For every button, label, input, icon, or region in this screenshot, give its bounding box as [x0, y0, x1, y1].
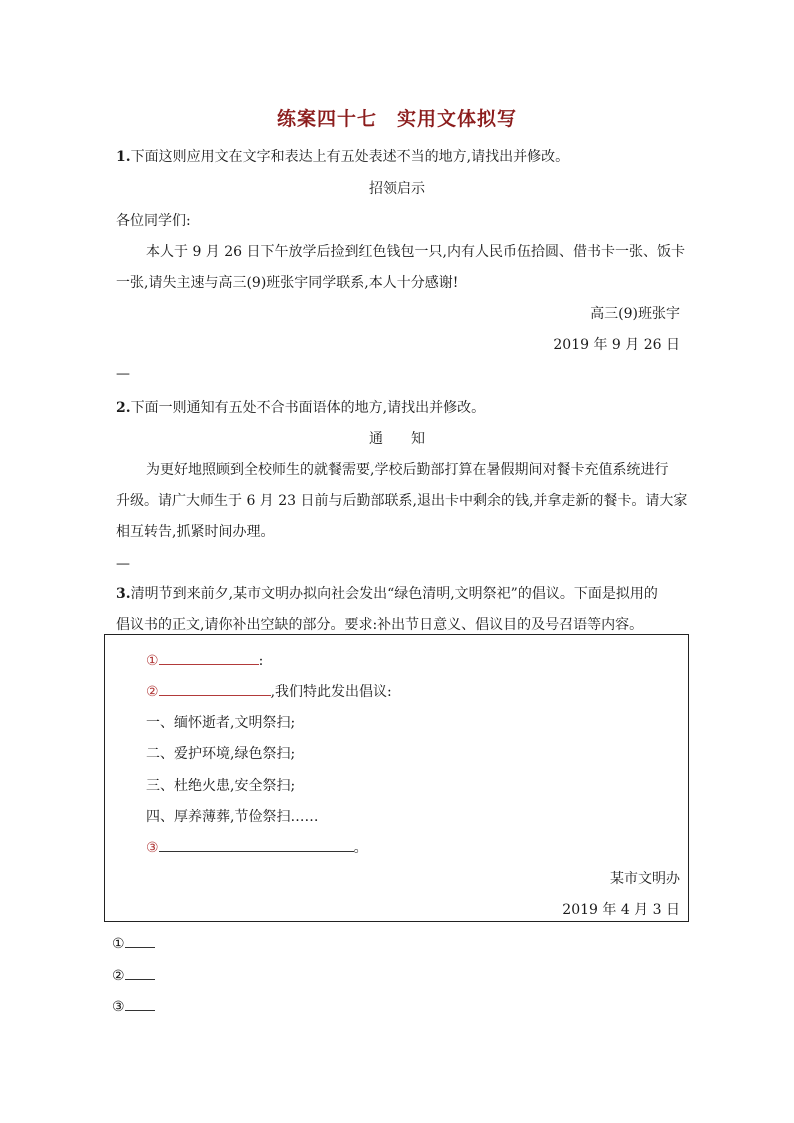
question-number: 1.	[116, 149, 131, 165]
page-title: 练案四十七 实用文体拟写	[276, 108, 517, 130]
question-3	[116, 583, 658, 603]
fill-in-1	[146, 650, 263, 669]
fill-in-2	[146, 681, 392, 701]
notice-heading: 通 知	[369, 431, 425, 447]
proposal-item: 三、杜绝火患,安全祭扫;	[146, 778, 296, 794]
question-prompt: 下面一则通知有五处不合书面语体的地方,请找出并修改。	[130, 400, 486, 416]
fill-in-3	[146, 837, 368, 857]
notice-body-line: 本人于 9 月 26 日下午放学后捡到红色钱包一只,内有人民币伍拾圆、借书卡一张、饭卡	[146, 244, 685, 260]
notice-body-line: 相互转告,抓紧时间办理。	[116, 524, 275, 540]
marker-1: ①	[146, 653, 159, 669]
marker-2: ②	[146, 684, 159, 700]
notice-body-line: 为更好地照顾到全校师生的就餐需要,学校后勤部打算在暑假期间对餐卡充值系统进行	[146, 462, 669, 478]
salutation: 各位同学们:	[116, 213, 191, 229]
answer-line-1[interactable]	[112, 934, 155, 952]
question-1	[116, 146, 569, 166]
fill-in-tail: ,我们特此发出倡议:	[270, 684, 392, 700]
marker-3: ③	[146, 840, 159, 856]
question-number: 3.	[116, 586, 131, 602]
answer-line-3[interactable]	[112, 997, 155, 1015]
question-prompt: 清明节到来前夕,某市文明办拟向社会发出“绿色清明,文明祭祀”的倡议。下面是拟用的	[130, 586, 658, 602]
notice-body-line: 升级。请广大师生于 6 月 23 日前与后勤部联系,退出卡中剩余的钱,并拿走新的餐卡。请大家	[116, 493, 688, 509]
blank-1[interactable]	[159, 650, 259, 665]
answer-line-2[interactable]	[112, 966, 155, 984]
notice-heading: 招领启示	[369, 181, 425, 197]
punctuation: 。	[353, 840, 368, 856]
punctuation: :	[258, 653, 264, 669]
answer-marker: ①	[112, 936, 125, 952]
answer-dash: —	[116, 366, 130, 382]
blank-2[interactable]	[159, 681, 271, 696]
proposal-item: 二、爱护环境,绿色祭扫;	[146, 746, 296, 762]
proposal-item: 一、缅怀逝者,文明祭扫;	[146, 715, 296, 731]
question-prompt: 倡议书的正文,请你补出空缺的部分。要求:补出节日意义、倡议目的及号召语等内容。	[116, 617, 644, 633]
proposal-item: 四、厚养薄葬,节俭祭扫……	[146, 809, 319, 825]
answer-dash: —	[116, 556, 130, 572]
notice-body-line: 一张,请失主速与高三(9)班张宇同学联系,本人十分感谢!	[116, 275, 459, 291]
date: 2019 年 4 月 3 日	[562, 902, 680, 918]
signer: 某市文明办	[610, 871, 680, 887]
date: 2019 年 9 月 26 日	[553, 337, 680, 353]
answer-marker: ③	[112, 999, 125, 1015]
blank-3[interactable]	[159, 837, 354, 852]
question-prompt: 下面这则应用文在文字和表达上有五处表述不当的地方,请找出并修改。	[130, 149, 570, 165]
answer-marker: ②	[112, 968, 125, 984]
question-number: 2.	[116, 400, 131, 416]
signer: 高三(9)班张宇	[590, 306, 680, 322]
question-2	[116, 397, 485, 417]
